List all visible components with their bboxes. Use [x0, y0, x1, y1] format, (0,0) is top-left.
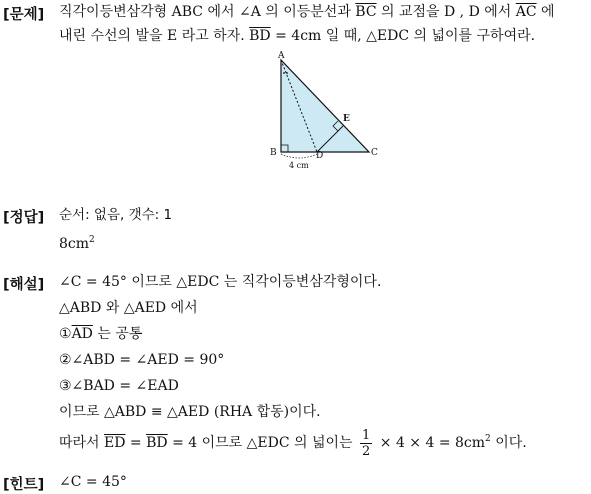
- length-brace-bd: [281, 154, 317, 158]
- answer-exponent: 2: [89, 235, 95, 245]
- fraction-one-half: [360, 428, 372, 459]
- vertex-label-a: A: [278, 51, 285, 61]
- problem-text: 내린 수선의 발을 E 라고 하자.: [59, 28, 250, 44]
- segment-ed: $\overline{ED}$: [104, 435, 126, 451]
- segment-ac: $\overline{AC}$: [515, 4, 537, 20]
- triangle-abc: [281, 60, 369, 152]
- explanation-text: 는 공통: [92, 326, 143, 342]
- point-label-d: D: [316, 151, 324, 161]
- explanation-text: 이다.: [490, 435, 527, 451]
- answer-line-1: 순서: 없음, 갯수: 1: [59, 207, 173, 223]
- vertex-label-b: B: [270, 148, 277, 158]
- hint-line-1: ∠C = 45°: [59, 474, 127, 490]
- length-label: 4 cm: [289, 161, 309, 170]
- explanation-line-7: [59, 423, 527, 459]
- problem-text: 의 교점을 D , D 에서: [376, 4, 516, 20]
- answer-value: 8cm: [59, 236, 90, 252]
- problem-text: 에: [536, 4, 555, 20]
- explanation-line-6: 이므로 △ABD ≡ △AED (RHA 합동)이다.: [59, 404, 321, 420]
- circled-number: ①: [59, 326, 72, 342]
- answer-line-2: [59, 231, 95, 253]
- hint-label: [힌트]: [3, 477, 45, 493]
- segment-ad: $\overline{AD}$: [71, 326, 93, 342]
- problem-text: = 4cm 일 때, △EDC 의 넓이를 구하여라.: [270, 28, 536, 44]
- explanation-text: =: [125, 435, 147, 451]
- problem-line-1: [59, 3, 555, 21]
- angle-mark-dot: [286, 72, 288, 74]
- explanation-line-4: ②∠ABD = ∠AED = 90°: [59, 352, 225, 368]
- explanation-label: [해설]: [3, 277, 45, 293]
- area-exponent: 2: [485, 434, 491, 444]
- angle-mark-dot: [283, 72, 285, 74]
- explanation-text: = 4 이므로 △EDC 의 넓이는: [167, 435, 358, 451]
- explanation-line-2: △ABD 와 △AED 에서: [59, 300, 198, 316]
- explanation-text: 따라서: [59, 435, 105, 451]
- point-label-e: E: [343, 114, 350, 124]
- triangle-figure: [263, 48, 393, 173]
- answer-label: [정답]: [3, 210, 45, 226]
- explanation-text: × 4 × 4 = 8cm: [375, 435, 486, 451]
- problem-text: 직각이등변삼각형 ABC 에서 ∠A 의 이등분선과: [59, 4, 356, 20]
- explanation-line-3: [59, 325, 142, 343]
- segment-bd: $\overline{BD}$: [249, 28, 271, 44]
- problem-line-2: [59, 27, 535, 45]
- explanation-line-1: ∠C = 45° 이므로 △EDC 는 직각이등변삼각형이다.: [59, 274, 382, 290]
- explanation-line-5: ③∠BAD = ∠EAD: [59, 378, 179, 394]
- segment-bd: $\overline{BD}$: [146, 435, 168, 451]
- vertex-label-c: C: [371, 148, 378, 158]
- segment-bc: $\overline{BC}$: [355, 4, 377, 20]
- fraction-denominator: 2: [362, 443, 371, 459]
- fraction-numerator: 1: [362, 427, 371, 443]
- problem-label: [문제]: [3, 7, 45, 23]
